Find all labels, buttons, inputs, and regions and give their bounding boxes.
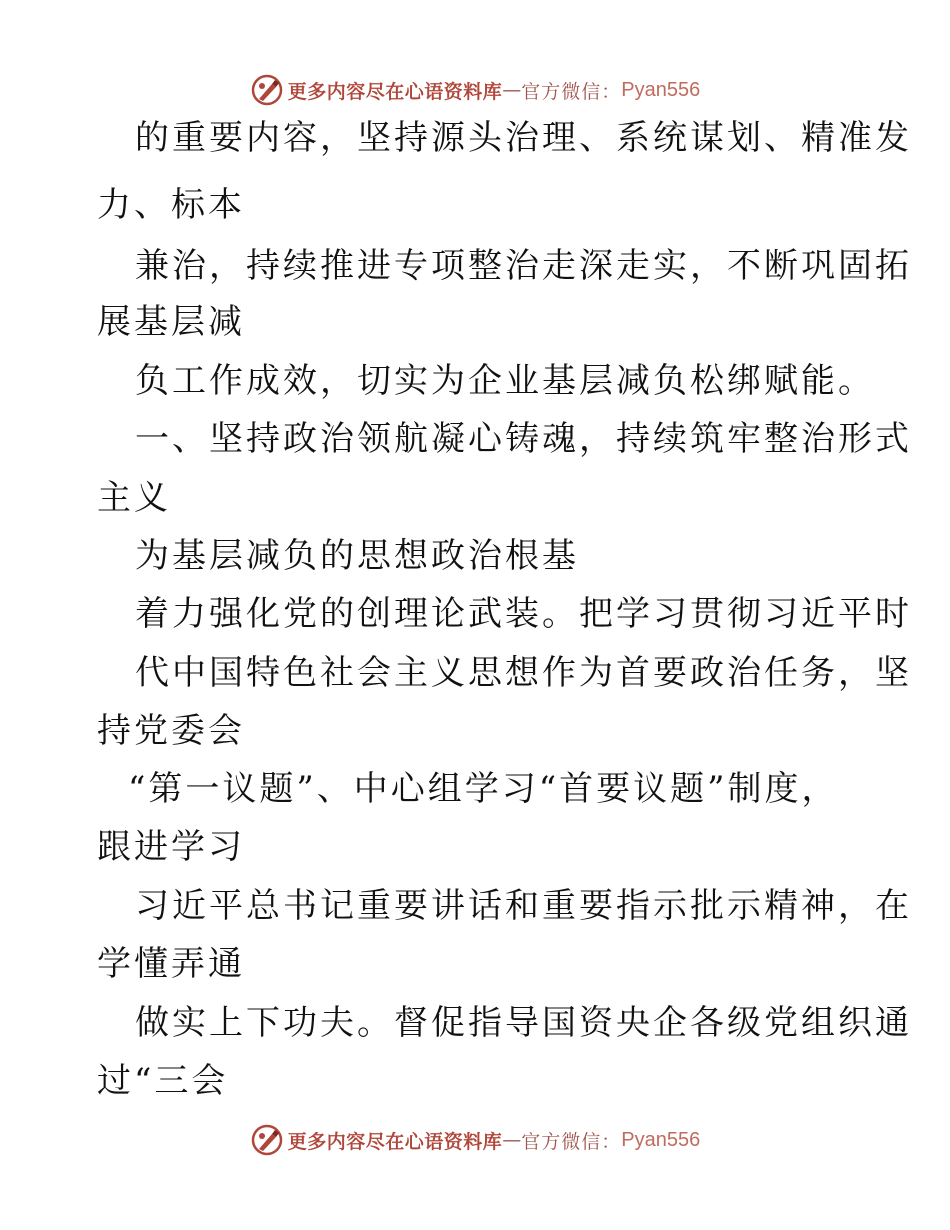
- body-line: 着力强化党的创理论武装。把学习贯彻习近平时: [135, 594, 912, 634]
- body-line: 主义: [97, 478, 171, 518]
- banner-official-label: 官方微信：: [521, 80, 622, 103]
- banner-dash: —: [502, 79, 522, 101]
- pen-logo-icon: [250, 1123, 284, 1157]
- banner-official-label: 官方微信：: [521, 1130, 622, 1153]
- body-line: 做实上下功夫。督促指导国资央企各级党组织通: [135, 1003, 912, 1043]
- banner-dash: —: [502, 1129, 522, 1151]
- banner-brand: 更多内容尽在心语资料库: [287, 80, 503, 103]
- body-line: 的重要内容，坚持源头治理、系统谋划、精准发: [135, 118, 912, 158]
- banner-handle: Pyan556: [621, 1128, 701, 1151]
- footer-banner: [0, 1120, 950, 1160]
- body-line: 展基层减: [97, 302, 245, 342]
- body-line: 学懂弄通: [97, 944, 245, 984]
- body-line: “第一议题”、中心组学习“首要议题”制度，: [128, 769, 839, 809]
- body-line: 习近平总书记重要讲话和重要指示批示精神，在: [135, 886, 912, 926]
- body-line: 力、标本: [97, 185, 245, 225]
- body-line: 跟进学习: [97, 827, 245, 867]
- banner-handle: Pyan556: [621, 78, 701, 101]
- body-line: 持党委会: [97, 711, 245, 751]
- pen-logo-icon: [250, 73, 284, 107]
- body-line: 负工作成效，切实为企业基层减负松绑赋能。: [135, 361, 875, 401]
- body-line: 一、坚持政治领航凝心铸魂，持续筑牢整治形式: [135, 419, 912, 459]
- body-line: 兼治，持续推进专项整治走深走实，不断巩固拓: [135, 246, 912, 286]
- banner-brand: 更多内容尽在心语资料库: [287, 1130, 503, 1153]
- header-banner: [0, 70, 950, 110]
- body-line: 过“三会: [97, 1061, 229, 1101]
- body-line: 为基层减负的思想政治根基: [135, 536, 579, 576]
- body-line: 代中国特色社会主义思想作为首要政治任务，坚: [135, 653, 912, 693]
